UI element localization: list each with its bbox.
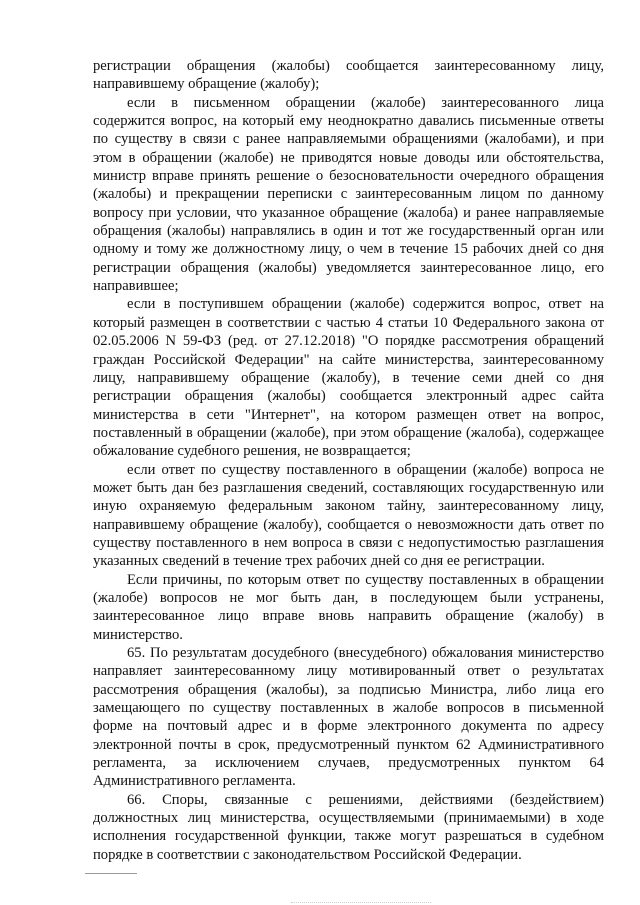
- paragraph-5: Если причины, по которым ответ по существу поставленных в обращении (жалобе) вопросов не мог быть дан, в последующем были устранены, заинтересованное лицо вправе вновь направить обращение (жалобу) в министерство.: [93, 571, 604, 643]
- paragraph-1: регистрации обращения (жалобы) сообщается заинтересованному лицу, направившему обращение (жалобу);: [93, 58, 604, 93]
- paragraph-6: 65. По результатам досудебного (внесудебного) обжалования министерство направляет заинтересованному лицу мотивированный ответ о результатах рассмотрения обращения (жалобы), за подписью Министра, либо лица его замещающего по существу поставленных в жалобе вопросов в письменной форме на почтовый адрес и в форме электронного документа по адресу электронной почты в срок, предусмотренный пунктом 62 Административного регламента, за исключением случаев, предусмотренных пунктом 64 Административного регламента.: [93, 645, 604, 790]
- document-body: [93, 57, 604, 864]
- paragraph-2: если в письменном обращении (жалобе) заинтересованного лица содержится вопрос, на который ему неоднократно давались письменные ответы по существу в связи с ранее направляемыми обращениями (жалобами), и при этом в обращении (жалобе) не приводятся новые доводы или обстоятельства, министр вправе принять решение о безосновательности очередного обращения (жалобы) и прекращении переписки с заинтересованным лицом по данному вопросу при условии, что указанное обращение (жалоба) и ранее направляемые обращения (жалобы) направлялись в один и тот же государственный орган или одному и тому же должностному лицу, о чем в течение 15 рабочих дней со дня регистрации обращения (жалобы) уведомляется заинтересованное лицо, его направившее;: [93, 94, 604, 295]
- paragraph-3: если в поступившем обращении (жалобе) содержится вопрос, ответ на который размещен в соответствии с частью 4 статьи 10 Федерального закона от 02.05.2006 N 59-ФЗ (ред. от 27.12.2018) "О порядке рассмотрения обращений граждан Российской Федерации" на сайте министерства, заинтересованному лицу, направившему обращение (жалобу), в течение семи дней со дня регистрации обращения (жалобы) сообщается электронный адрес сайта министерства в сети "Интернет", на котором размещен ответ на вопрос, поставленный в обращении (жалобе), при этом обращение (жалоба), содержащее обжалование судебного решения, не возвращается;: [93, 296, 604, 460]
- footnote-divider: [85, 873, 137, 874]
- scan-edge-mark: [291, 902, 431, 903]
- paragraph-4: если ответ по существу поставленного в обращении (жалобе) вопроса не может быть дан без разглашения сведений, составляющих государственную или иную охраняемую федеральным законом тайну, заинтересованному лицу, направившему обращение (жалобу), сообщается о невозможности дать ответ по существу поставленного в нем вопроса в связи с недопустимостью разглашения указанных сведений в течение трех рабочих дней со дня ее регистрации.: [93, 461, 604, 570]
- paragraph-7: 66. Споры, связанные с решениями, действиями (бездействием) должностных лиц министерства, осуществляемыми (принимаемыми) в ходе исполнения государственной функции, также могут разрешаться в судебном порядке в соответствии с законодательством Российской Федерации.: [93, 791, 604, 863]
